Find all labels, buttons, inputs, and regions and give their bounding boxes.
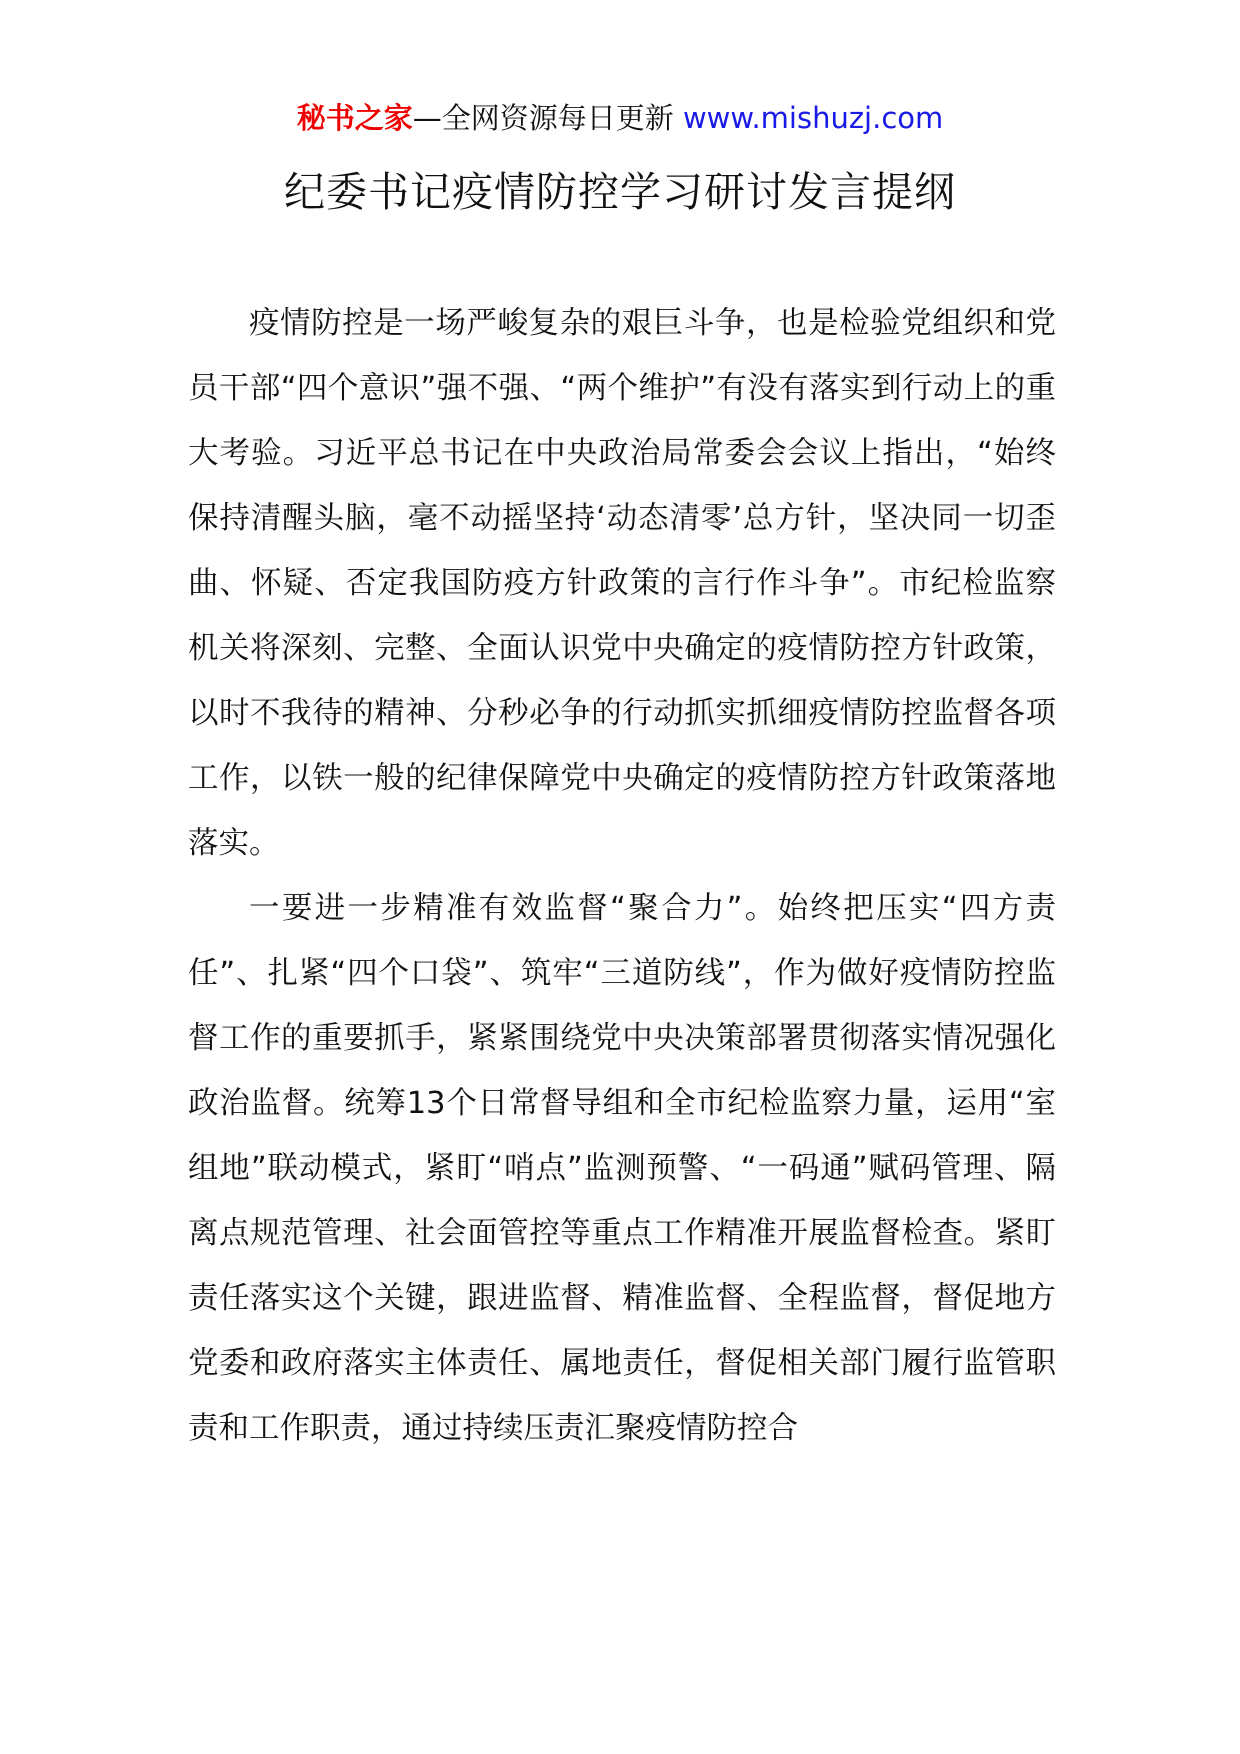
paragraph-point-one: 一要进一步精准有效监督“聚合力”。始终把压实“四方责任”、扎紧“四个口袋”、筑牢“三道防线”，作为做好疫情防控监督工作的重要抓手，紧紧围绕党中央决策部署贯彻落实情况强化政治监督。统筹13个日常督导组和全市纪检监察力量，运用“室组地”联动模式，紧盯“哨点”监测预警、“一码通”赋码管理、隔离点规范管理、社会面管控等重点工作精准开展监督检查。紧盯责任落实这个关键，跟进监督、精准监督、全程监督，督促地方党委和政府落实主体责任、属地责任，督促相关部门履行监管职责和工作职责，通过持续压责汇聚疫情防控合 [188,891,1056,1446]
site-url-link[interactable]: www.mishuzj.com [682,101,944,135]
header-tagline: —全网资源每日更新 [412,101,674,135]
paragraph-intro: 疫情防控是一场严峻复杂的艰巨斗争，也是检验党组织和党员干部“四个意识”强不强、“两个维护”有没有落实到行动上的重大考验。习近平总书记在中央政治局常委会会议上指出，“始终保持清醒头脑，毫不动摇坚持‘动态清零’总方针，坚决同一切歪曲、怀疑、否定我国防疫方针政策的言行作斗争”。市纪检监察机关将深刻、完整、全面认识党中央确定的疫情防控方针政策，以时不我待的精神、分秒必争的行动抓实抓细疫情防控监督各项工作，以铁一般的纪律保障党中央确定的疫情防控方针政策落地落实。 [188,306,1056,861]
document-body [188,291,1056,1461]
site-header [0,98,1240,138]
document-title: 纪委书记疫情防控学习研讨发言提纲 [284,168,956,216]
brand-name: 秘书之家 [296,101,413,135]
